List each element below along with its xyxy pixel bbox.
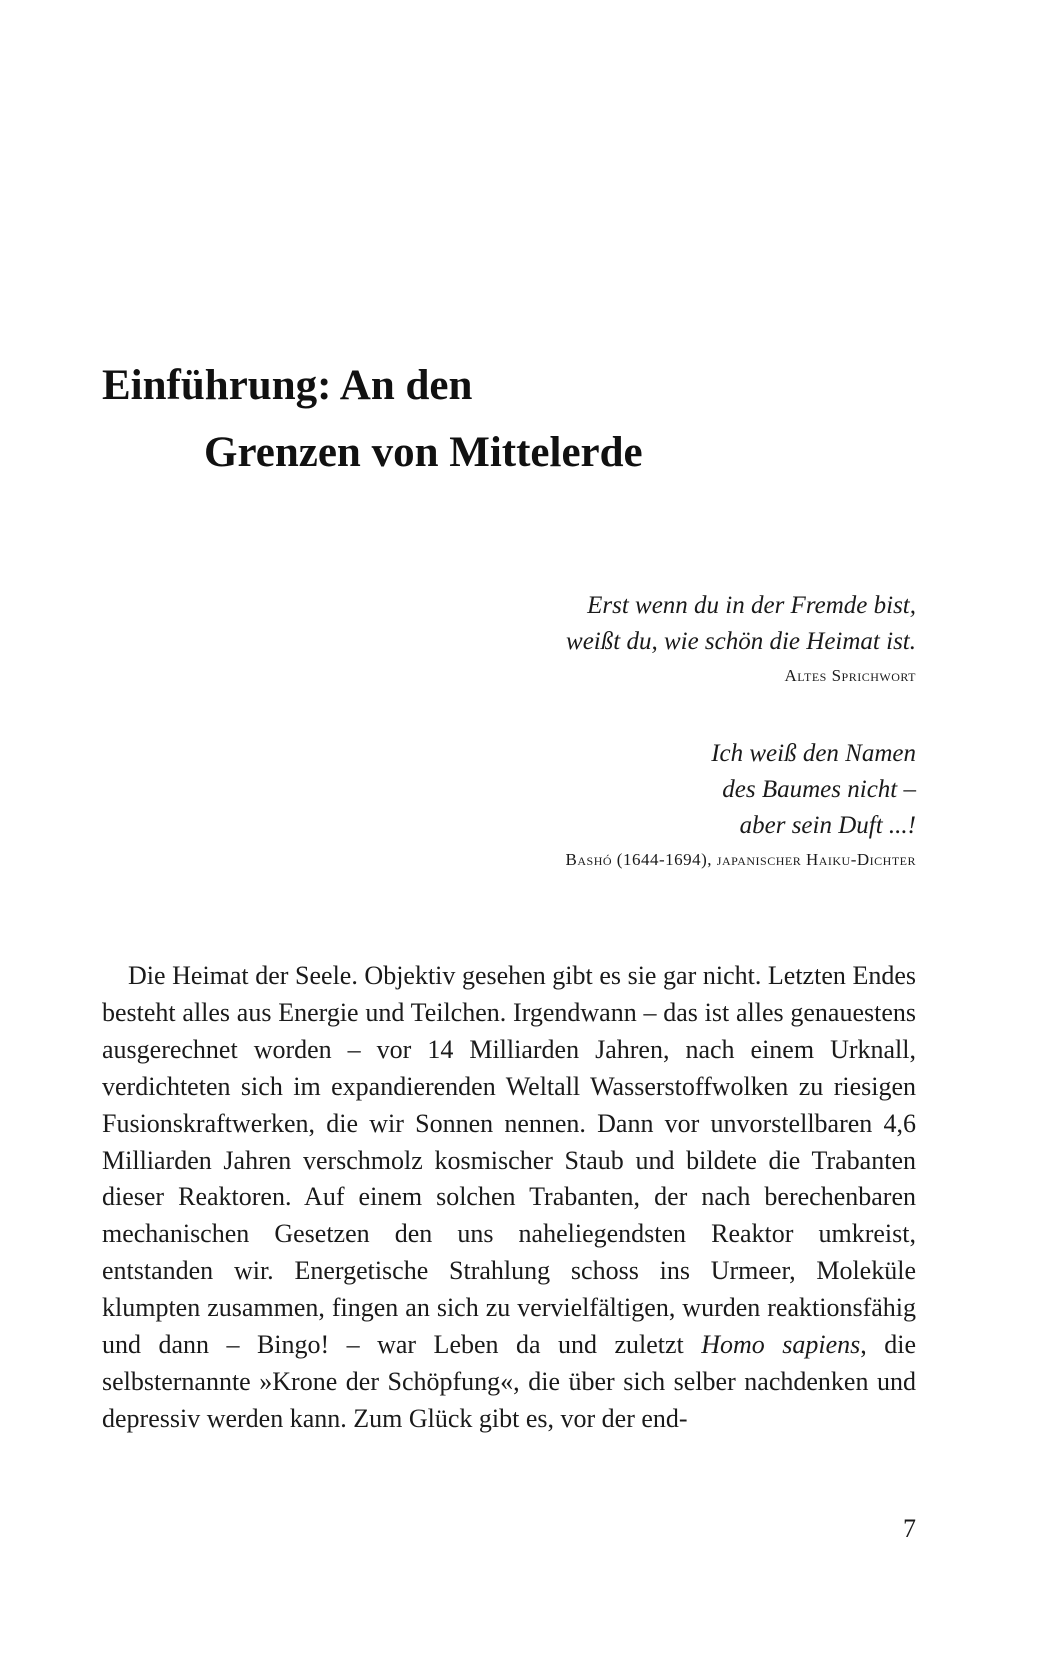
chapter-title-line-2: Grenzen von Mittelerde — [204, 429, 643, 476]
epigraph-verse-line: aber sein Duft ...! — [739, 812, 916, 839]
body-paragraph — [102, 958, 916, 1438]
chapter-title-line-1: Einführung: An den — [102, 362, 473, 409]
epigraph-haiku — [566, 736, 916, 872]
body-text-part: Die Heimat der Seele. Objektiv gesehen gibt es sie gar nicht. Letzten Endes besteht alles aus Energie und Teilchen. Irgendwann – das ist alles genauestens ausgerechnet worden – vor 14 Milliarden Jahren, nach einem Urknall, verdichteten sich im expandierenden Weltall Wasserstoffwolken zu riesigen Fusionskraftwerken, die wir Sonnen nennen. Dann vor unvorstellbaren 4,6 Milliarden Jahren verschmolz kosmischer Staub und bildete die Trabanten dieser Reaktoren. Auf einem solchen Trabanten, der nach berechenbaren mechanischen Gesetzen den uns naheliegendsten Reaktor umkreist, entstanden wir. Energetische Strahlung schoss ins Urmeer, Moleküle klumpten zusammen, fingen an sich zu vervielfältigen, wurden reaktionsfähig und dann – Bingo! – war Leben da und zuletzt — [102, 961, 916, 1360]
epigraph-attribution: Altes Sprichwort — [784, 666, 916, 685]
epigraph-attribution: Bashó (1644-1694), japanischer Haiku-Dichter — [565, 850, 916, 869]
page-number: 7 — [903, 1514, 916, 1543]
epigraph-verse-line: Erst wenn du in der Fremde bist, — [587, 592, 916, 619]
epigraph-verse-line: weißt du, wie schön die Heimat ist. — [566, 628, 916, 655]
body-text-part: , die selbsternannte »Krone der Schöpfung«, die über sich selber nachdenken und depressiv werden kann. Zum Glück gibt es, vor der end- — [102, 1330, 916, 1433]
body-italic-term: Homo sapiens — [701, 1330, 861, 1360]
chapter-title — [102, 352, 942, 486]
epigraph-proverb — [566, 588, 916, 688]
epigraph-verse-line: des Baumes nicht – — [722, 776, 916, 803]
epigraph-verse-line: Ich weiß den Namen — [711, 740, 916, 767]
